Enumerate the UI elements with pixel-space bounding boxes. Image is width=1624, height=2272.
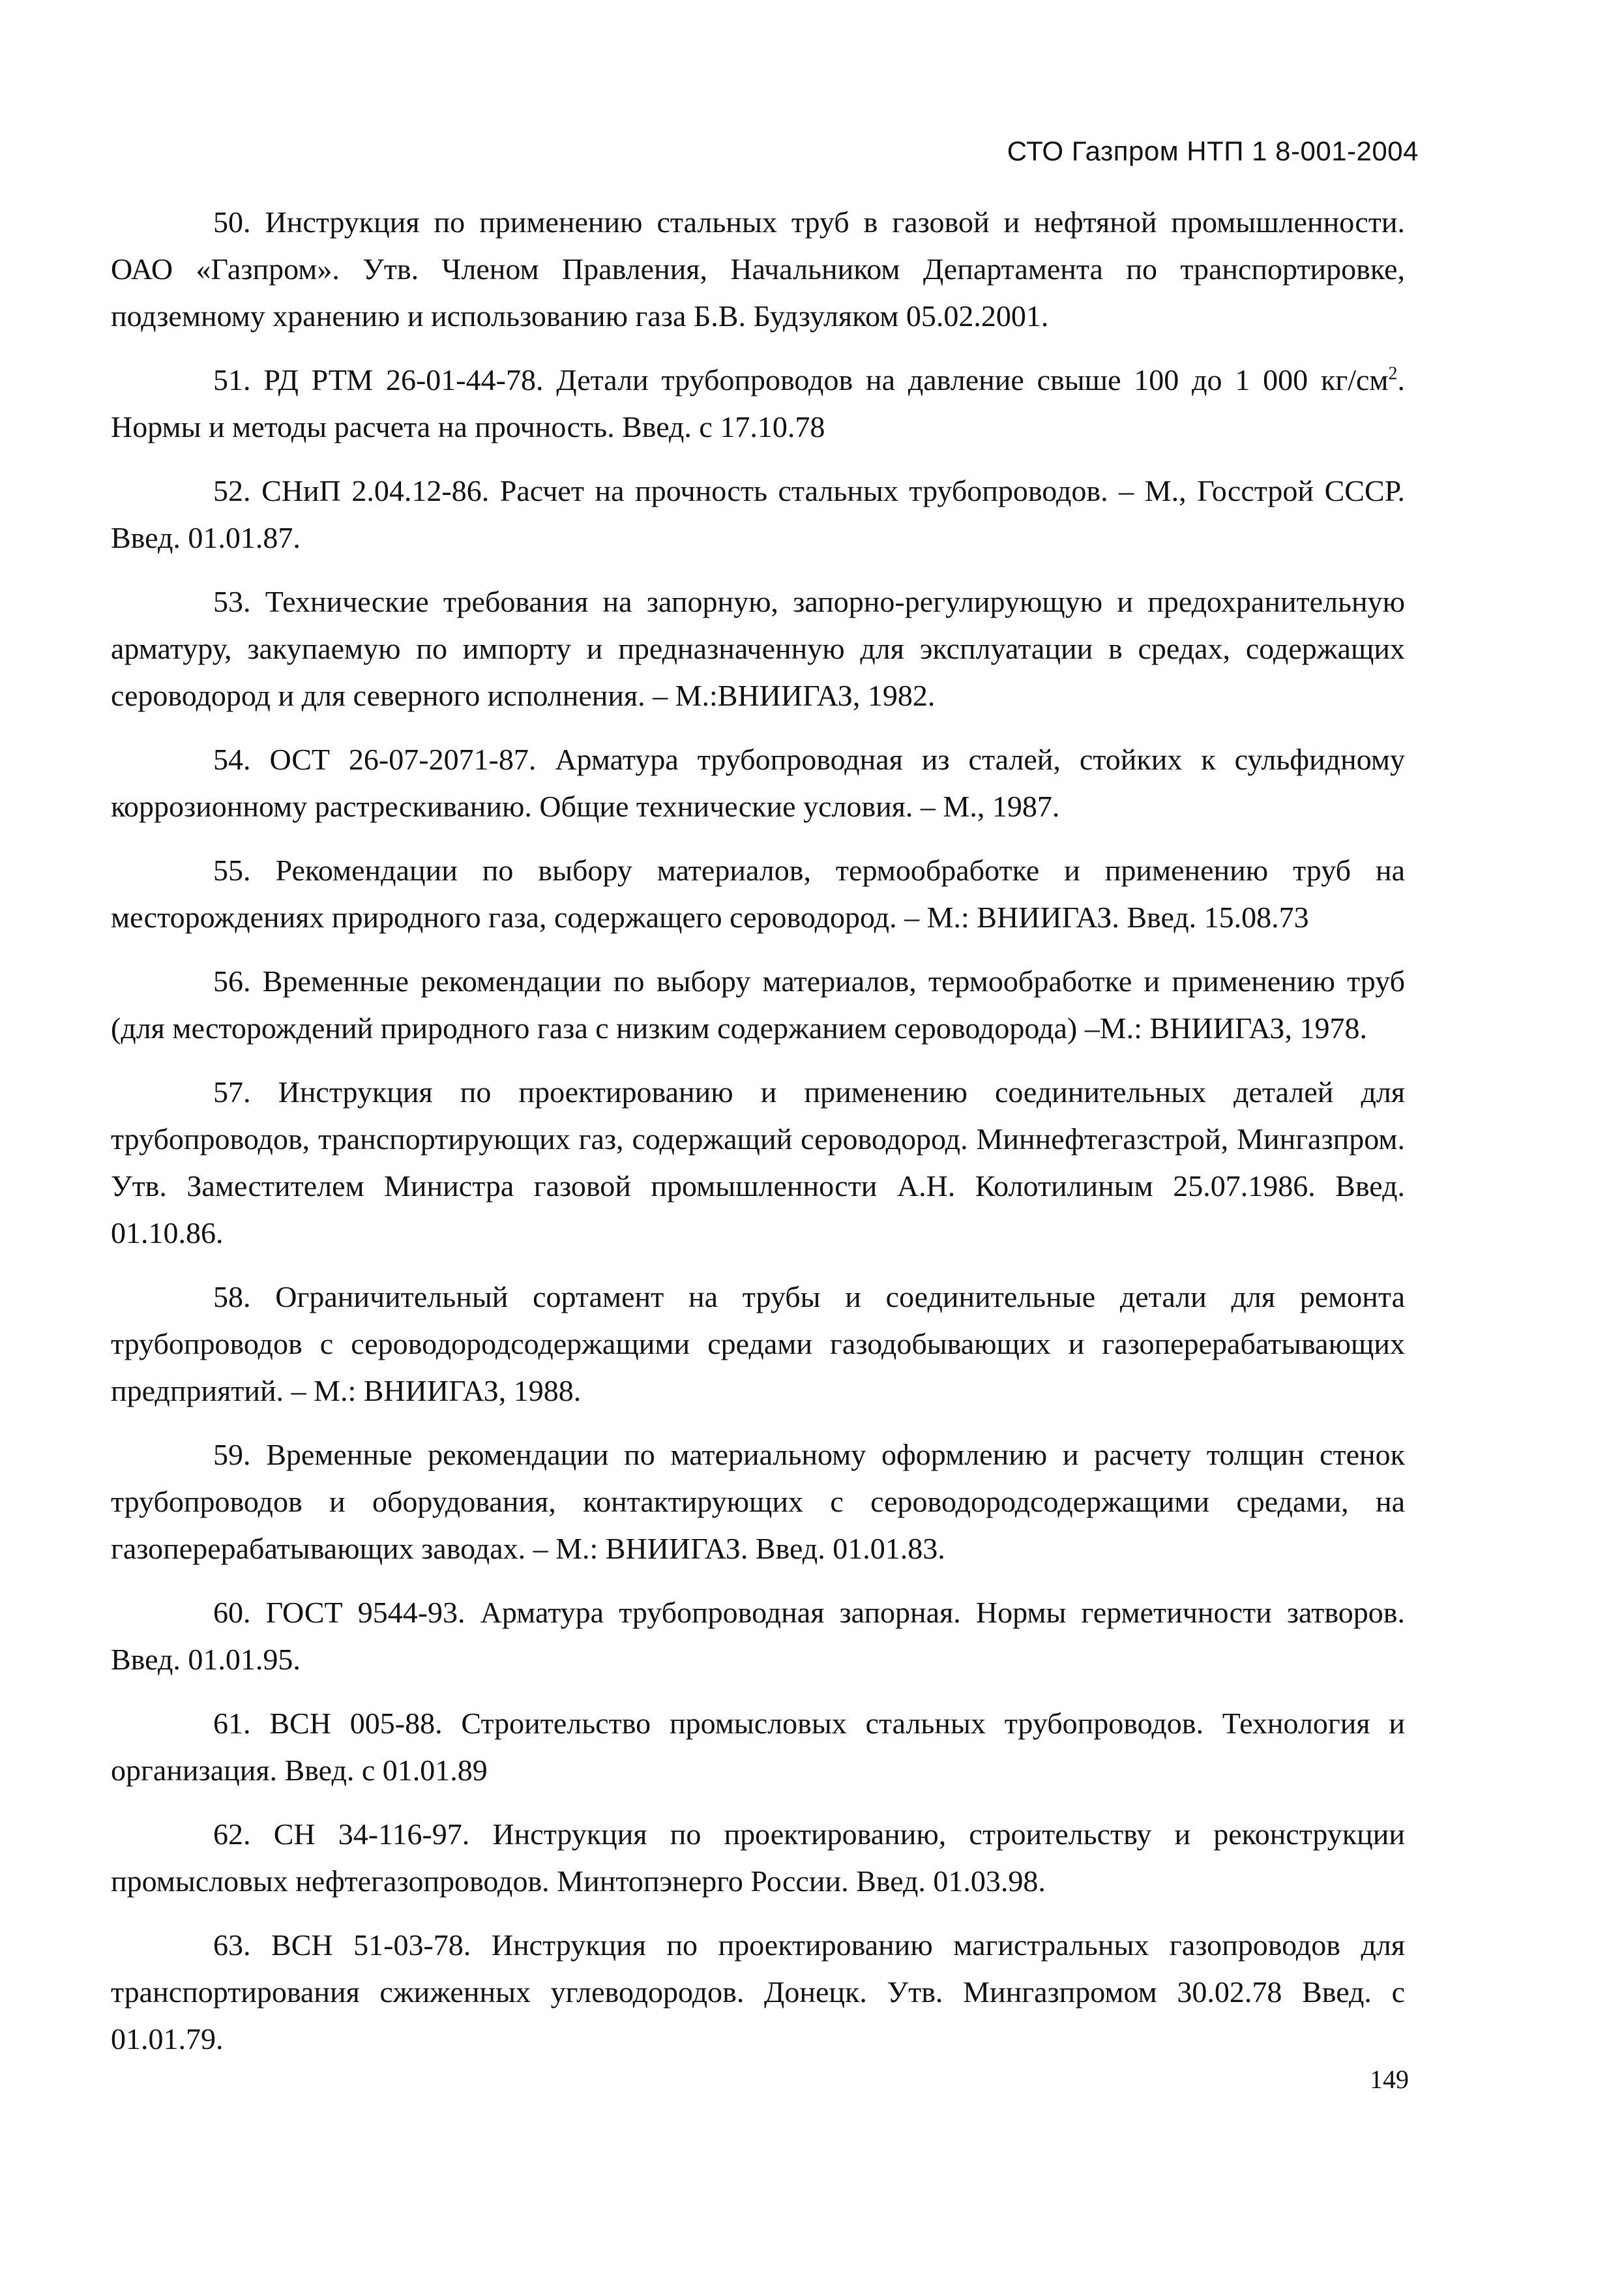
reference-entry-57: 57. Инструкция по проектированию и применению соединительных деталей для трубопроводов, транспортирующих газ, содержащий сероводород. Миннефтегазстрой, Мингазпром. Утв. Заместителем Министра газовой промышленности А.Н. Колотилиным 25.07.1986. Введ. 01.10.86. [111, 1075, 1405, 1249]
reference-entry-54: 54. ОСТ 26-07-2071-87. Арматура трубопроводная из сталей, стойких к сульфидному коррозионному растрескиванию. Общие технические условия. – М., 1987. [111, 743, 1405, 823]
reference-entry-51-tail: . Нормы и методы расчета на прочность. Введ. с 17.10.78 [111, 363, 1405, 443]
reference-entry-50: 50. Инструкция по применению стальных труб в газовой и нефтяной промышленности. ОАО «Газпром». Утв. Членом Правления, Начальником Департамента по транспортировке, подземному хранению и использованию газа Б.В. Будзуляком 05.02.2001. [111, 205, 1405, 333]
superscript-exponent: 2 [1388, 363, 1398, 384]
reference-entry-58: 58. Ограничительный сортамент на трубы и соединительные детали для ремонта трубопроводов с сероводородсодержащими средами газодобывающих и газоперерабатывающих предприятий. – М.: ВНИИГАЗ, 1988. [111, 1280, 1405, 1407]
reference-entry-56: 56. Временные рекомендации по выбору материалов, термообработке и применению труб (для месторождений природного газа с низким содержанием сероводорода) –М.: ВНИИГАЗ, 1978. [111, 964, 1405, 1045]
reference-entry-51-text: 51. РД РТМ 26-01-44-78. Детали трубопроводов на давление свыше 100 до 1 000 кг/см [213, 363, 1389, 396]
reference-list [111, 199, 1405, 2080]
reference-entry-52: 52. СНиП 2.04.12-86. Расчет на прочность стальных трубопроводов. – М., Госстрой СССР. Введ. 01.01.87. [111, 474, 1405, 554]
reference-entry-60: 60. ГОСТ 9544-93. Арматура трубопроводная запорная. Нормы герметичности затворов. Введ. 01.01.95. [111, 1596, 1405, 1676]
page-number: 149 [1370, 2065, 1409, 2094]
reference-entry-61: 61. ВСН 005-88. Строительство промысловых стальных трубопроводов. Технология и организация. Введ. с 01.01.89 [111, 1707, 1405, 1787]
reference-entry-55: 55. Рекомендации по выбору материалов, термообработке и применению труб на месторождениях природного газа, содержащего сероводород. – М.: ВНИИГАЗ. Введ. 15.08.73 [111, 854, 1405, 934]
reference-entry-51 [111, 357, 1405, 451]
reference-entry-53: 53. Технические требования на запорную, запорно-регулирующую и предохранительную арматуру, закупаемую по импорту и предназначенную для эксплуатации в средах, содержащих сероводород и для северного исполнения. – М.:ВНИИГАЗ, 1982. [111, 585, 1405, 712]
reference-entry-59: 59. Временные рекомендации по материальному оформлению и расчету толщин стенок трубопроводов и оборудования, контактирующих с сероводородсодержащими средами, на газоперерабатывающих заводах. – М.: ВНИИГАЗ. Введ. 01.01.83. [111, 1438, 1405, 1565]
reference-entry-63: 63. ВСН 51-03-78. Инструкция по проектированию магистральных газопроводов для транспортирования сжиженных углеводородов. Донецк. Утв. Мингазпромом 30.02.78 Введ. с 01.01.79. [111, 1928, 1405, 2055]
reference-entry-62: 62. СН 34-116-97. Инструкция по проектированию, строительству и реконструкции промысловых нефтегазопроводов. Минтопэнерго России. Введ. 01.03.98. [111, 1817, 1405, 1898]
document-header: СТО Газпром НТП 1 8-001-2004 [1007, 136, 1419, 166]
